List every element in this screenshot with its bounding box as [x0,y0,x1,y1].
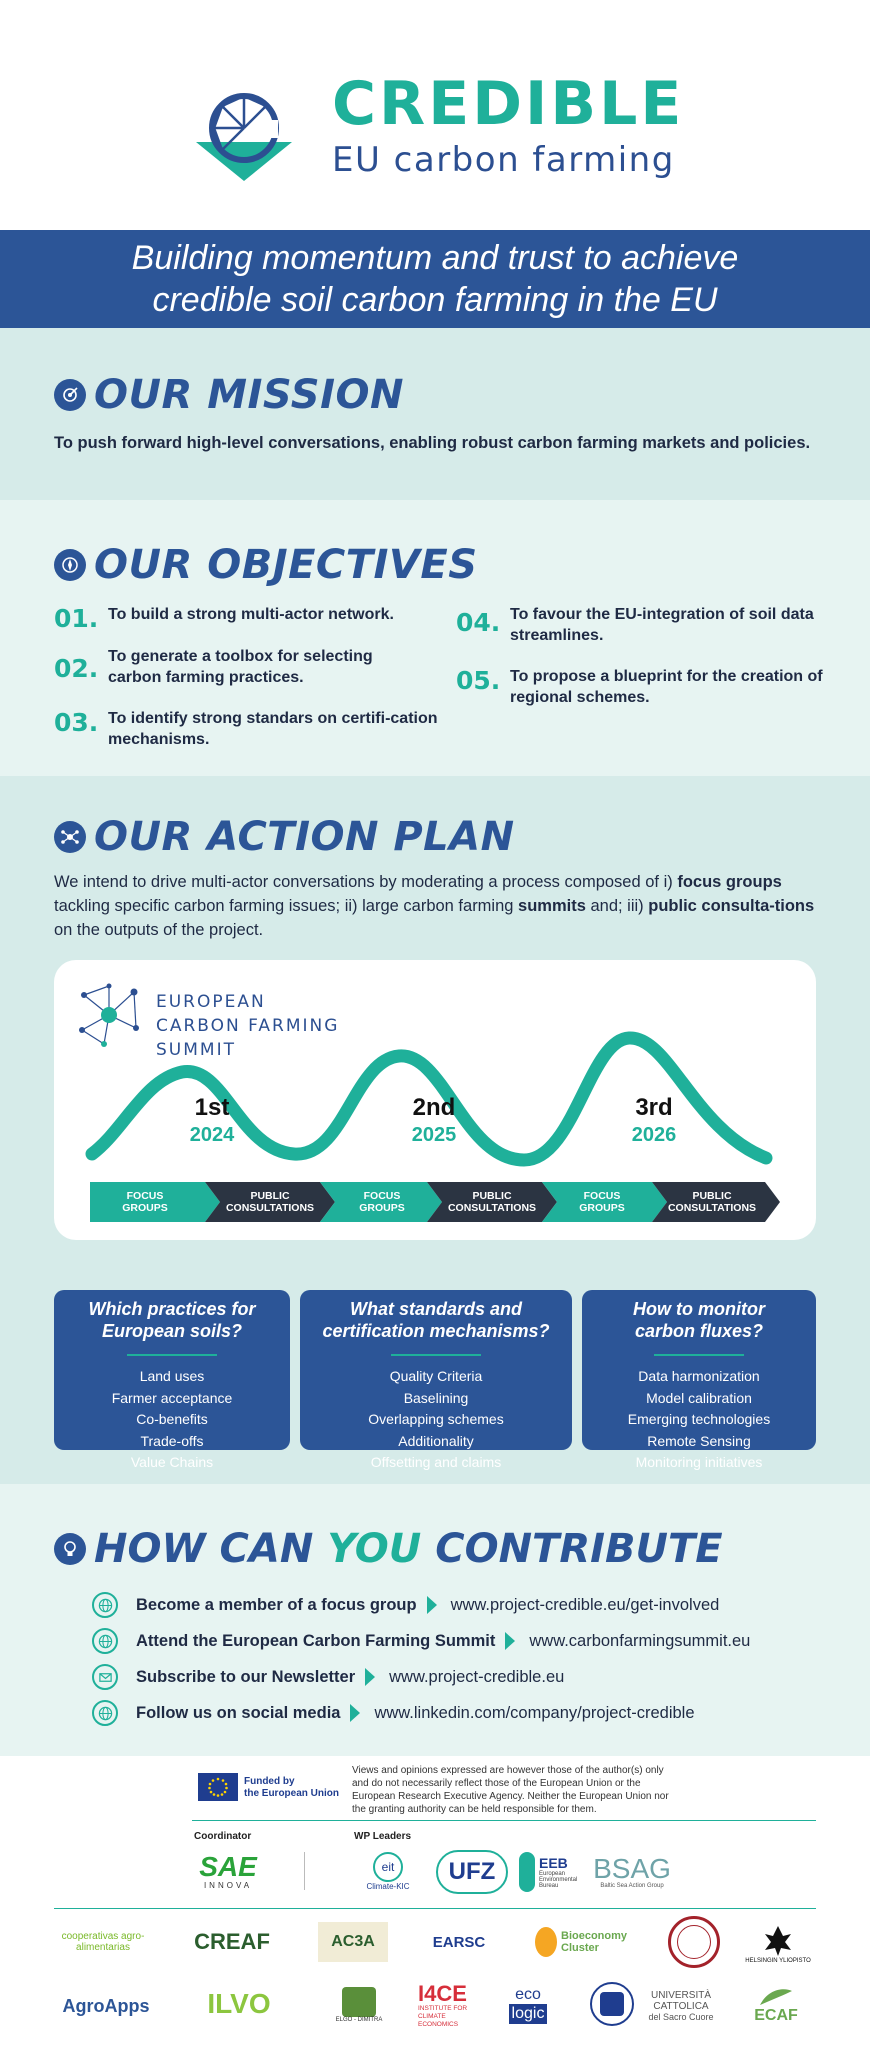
mission-text: To push forward high-level conversations, enabling robust carbon farming markets and policies. [54,434,811,452]
step-public-consultations [440,1190,544,1214]
intro-bold: public consulta-tions [648,897,815,915]
action-plan-header [54,814,515,860]
contribute-row [92,1700,695,1726]
question-box-practices [54,1290,290,1470]
objective-item [456,666,830,708]
university-crest-icon [590,1982,634,2026]
step-public-consultations [660,1190,764,1214]
step-focus-groups [90,1190,200,1214]
summit-marker-1 [152,1094,272,1147]
question-item: Value Chains [130,1454,214,1470]
objective-item [54,646,420,688]
intro-text: tackling specific carbon farming issues; ii) large carbon farming [54,897,519,915]
question-title-line: carbon fluxes? [634,1321,764,1341]
contribute-header [54,1526,723,1572]
credible-logo-icon [192,84,296,184]
contribute-section [0,1484,870,1756]
contribute-row [92,1592,719,1618]
objective-text: To build a strong multi-actor network. [108,606,394,623]
bioeconomy-cluster-logo [534,1922,640,1962]
step-label: CONSULTATIONS [667,1202,757,1214]
brand-subtitle: EU carbon farming [332,140,675,180]
question-item: Overlapping schemes [368,1411,504,1427]
ecaf-logo [736,1980,816,2030]
coordinator-label: Coordinator [194,1831,252,1842]
question-item: Farmer acceptance [111,1389,233,1406]
logo-text: EEB [539,1855,568,1871]
step-label: PUBLIC [250,1190,290,1202]
step-label: CONSULTATIONS [447,1202,537,1214]
question-title [582,1298,816,1342]
step-label: PUBLIC [472,1190,512,1202]
tagline-banner [0,230,870,328]
divider [127,1354,217,1356]
question-item: Emerging technologies [627,1411,771,1427]
ac3a-logo: AC3A [318,1922,388,1962]
step-label: FOCUS [583,1190,621,1202]
question-items [582,1366,816,1474]
logo-text: logic [509,2004,548,2024]
funded-line: the European Union [244,1788,339,1799]
agroapps-logo: AgroApps [62,1995,150,2016]
logo-text: eco [515,1986,541,2003]
question-title-line: European soils? [101,1321,243,1341]
logo-text: Climate-KIC [366,1881,410,1891]
contribute-label: Become a member of a focus group [136,1595,417,1614]
contribute-row [92,1664,564,1690]
contribute-link[interactable]: www.linkedin.com/company/project-credible [374,1703,695,1722]
question-item: Additionality [398,1432,474,1449]
header [0,0,870,230]
logo-text: UNIVERSITÀ [650,1989,711,2001]
question-box-standards [300,1290,572,1470]
eit-climate-kic-logo [352,1846,424,1896]
objective-number: 04. [456,608,501,637]
logo-text: Baltic Sea Action Group [600,1883,664,1889]
disclaimer: Views and opinions expressed are however those of the author(s) only and do not necessarily reflect those of the European Union or the European Research Executive Agency. Neither the European Union nor the granting authority can be held responsible for them. [352,1765,669,1815]
objective-text: To generate a toolbox for selecting carbon farming practices. [108,648,373,686]
question-title [54,1298,290,1342]
seal-inner [677,1925,711,1959]
intro-text: and; iii) [585,897,649,915]
summit-ordinal: 3rd [635,1094,673,1121]
cattolica-logo [644,1984,718,2028]
contribute-link[interactable]: www.project-credible.eu/get-involved [450,1595,720,1614]
eu-funding-label [244,1776,339,1800]
summit-marker-2 [374,1094,494,1147]
logo-text: BSAG [593,1853,671,1884]
step-label: CONSULTATIONS [225,1202,315,1214]
eu-flag-icon [198,1773,238,1801]
eeb-leaf-icon [519,1852,535,1892]
summit-year: 2025 [411,1124,457,1146]
arrow-right-icon [427,1596,437,1614]
ilvo-logo: ILVO [207,1988,271,2019]
mission-title: OUR MISSION [94,372,404,418]
eeb-logo [516,1848,592,1896]
bsag-logo [593,1848,671,1896]
objective-item [54,708,438,750]
contribute-label: Attend the European Carbon Farming Summit [136,1631,496,1650]
intro-text: on the outputs of the project. [54,921,264,939]
compass-icon [54,549,86,581]
cooperativas-logo: cooperativas agro-alimentarias [61,1931,145,1953]
action-plan-section [0,776,870,1484]
summit-title-line: EUROPEAN [156,992,266,1012]
tagline-line-1: Building momentum and trust to achieve [131,239,739,277]
objectives-header [54,542,478,588]
contribute-label: Follow us on social media [136,1703,341,1722]
ecologic-logo [504,1982,552,2028]
logo-text: HELSINGIN YLIOPISTO [745,1958,811,1964]
question-item: Trade-offs [140,1432,204,1449]
question-title-line: What standards and [349,1299,523,1319]
logo-text: INNOVA [203,1880,253,1890]
objective-number: 03. [54,708,99,737]
contribute-row [92,1628,750,1654]
objective-text: To propose a blueprint for the creation of regional schemes. [510,668,823,706]
step-public-consultations [218,1190,322,1214]
contribute-link[interactable]: www.project-credible.eu [389,1667,565,1686]
summit-marker-3 [594,1094,714,1147]
question-title-line: Which practices for [88,1299,256,1319]
arrow-right-icon [350,1704,360,1722]
sae-innova-logo [192,1848,264,1894]
arrow-right-icon [365,1668,375,1686]
logo-text: SAE [199,1850,257,1882]
action-plan-intro [54,870,824,942]
title-highlight: YOU [327,1526,422,1572]
summit-ordinal: 2nd [412,1094,456,1121]
question-item: Data harmonization [638,1368,760,1384]
objective-text: To favour the EU-integration of soil data streamlines. [510,606,814,644]
question-title-line: How to monitor [633,1299,765,1319]
logo-text: INSTITUTE FOR CLIMATE ECONOMICS [418,2005,468,2028]
network-icon [54,821,86,853]
divider [304,1852,305,1890]
objective-item [54,604,428,634]
question-item: Monitoring initiatives [635,1454,763,1470]
action-plan-title: OUR ACTION PLAN [94,814,515,860]
question-item: Baselining [403,1389,469,1406]
intro-bold: summits [518,897,586,915]
summit-title-line: SUMMIT [156,1040,236,1060]
objective-item [456,604,830,646]
logo-text: eit [373,1852,403,1882]
mission-icon [54,379,86,411]
step-label: FOCUS [126,1190,164,1202]
question-item: Land uses [139,1368,205,1384]
contribute-label: Subscribe to our Newsletter [136,1667,356,1686]
question-box-monitoring [582,1290,816,1470]
brand-title: CREDIBLE [332,69,685,139]
divider [192,1820,816,1821]
objectives-title: OUR OBJECTIVES [94,542,478,588]
objectives-section [0,500,870,776]
step-label: GROUPS [122,1202,168,1214]
title-part: CONTRIBUTE [421,1526,723,1572]
mission-section [0,328,870,500]
divider [391,1354,481,1356]
question-item: Co-benefits [136,1411,208,1427]
question-item: Quality Criteria [389,1368,483,1384]
step-label: GROUPS [359,1202,405,1214]
ecaf-leaf-icon [756,1985,796,2007]
helsinki-logo [740,1916,816,1972]
summit-title-line: CARBON FARMING [156,1016,340,1036]
question-title-line: certification mechanisms? [322,1321,550,1341]
helsinki-emblem-icon [763,1924,793,1958]
creaf-logo: CREAF [194,1929,270,1954]
intro-text: We intend to drive multi-actor conversations by moderating a process composed of i) [54,873,678,891]
objective-number: 01. [54,604,99,633]
logo-text: European Environmental Bureau [539,1871,578,1889]
brand [332,70,684,180]
mail-icon [92,1664,118,1690]
crest-inner [600,1992,624,2016]
step-label: GROUPS [579,1202,625,1214]
logo-text: ECAF [754,2007,798,2024]
contribute-title [94,1526,723,1572]
elgo-emblem-icon [342,1987,376,2017]
question-item: Model calibration [646,1389,752,1406]
leaf-icon [535,1927,557,1957]
elgo-dimitra-logo [332,1980,386,2030]
step-focus-groups [330,1190,434,1214]
i4ce-logo [418,1978,472,2034]
logo-text: CATTOLICA [653,2000,709,2012]
logo-text: ELGO - DIMITRA [335,2017,383,2023]
tagline-line-2: credible soil carbon farming in the EU [152,281,718,319]
question-items [300,1366,572,1474]
step-label: PUBLIC [692,1190,732,1202]
earsc-logo: EARSC [432,1933,486,1951]
globe-icon [92,1592,118,1618]
wp-leaders-label: WP Leaders [354,1831,412,1842]
summit-timeline-card [54,960,816,1240]
logo-text: Bioeconomy Cluster [561,1930,628,1954]
step-label: FOCUS [363,1190,401,1202]
divider [54,1908,816,1909]
question-item: Remote Sensing [647,1432,751,1449]
question-item: Offsetting and claims [370,1454,502,1470]
summit-ordinal: 1st [194,1094,230,1121]
objective-text: To identify strong standars on certifi-cation mechanisms. [108,710,438,748]
logo-text: del Sacro Cuore [648,2011,714,2022]
logo-text: I4CE [418,1981,467,2006]
funded-line: Funded by [244,1776,295,1787]
arrow-right-icon [505,1632,515,1650]
summit-year: 2024 [189,1124,235,1146]
divider [654,1354,744,1356]
intro-bold: focus groups [677,873,782,891]
objective-number: 05. [456,666,501,695]
title-part: HOW CAN [94,1526,328,1572]
mission-header [54,372,404,418]
summit-year: 2026 [631,1124,677,1146]
objective-number: 02. [54,654,99,683]
globe-icon [92,1700,118,1726]
globe-icon [92,1628,118,1654]
question-title [300,1298,572,1342]
university-seal-icon [668,1916,720,1968]
contribute-link[interactable]: www.carbonfarmingsummit.eu [529,1631,751,1650]
footer [0,1756,870,2048]
lightbulb-icon [54,1533,86,1565]
question-items [54,1366,290,1474]
step-focus-groups [550,1190,654,1214]
ufz-logo: UFZ [436,1850,508,1894]
